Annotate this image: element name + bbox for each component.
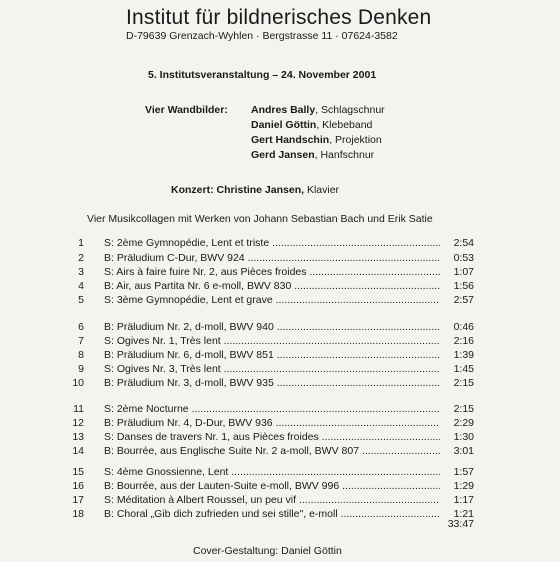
artist-material: , Projektion <box>329 134 382 146</box>
artist-material: , Schlagschnur <box>315 104 385 116</box>
track-row <box>0 466 560 479</box>
track-duration: 1:45 <box>440 363 474 375</box>
concert-instrument: Klavier <box>304 184 340 196</box>
track-title: B: Präludium Nr. 2, d-moll, BWV 940 ..... <box>104 321 449 333</box>
track-title: S: Méditation à Albert Roussel, un peu vif ..... <box>104 494 449 506</box>
track-title: B: Air, aus Partita Nr. 6 e-moll, BWV 830 ..... <box>104 280 449 292</box>
artist-entry <box>251 119 372 131</box>
track-duration: 2:57 <box>440 294 474 306</box>
track-number: 10 <box>72 377 84 389</box>
track-row <box>0 266 560 279</box>
artist-name: Gerd Jansen <box>251 149 315 161</box>
track-number: 4 <box>78 280 84 292</box>
track-number: 17 <box>72 494 84 506</box>
track-number: 15 <box>72 466 84 478</box>
program-subtitle: Vier Musikcollagen mit Werken von Johann Sebastian Bach und Erik Satie <box>87 213 433 225</box>
track-row <box>0 508 560 521</box>
track-duration: 2:29 <box>440 417 474 429</box>
artist-name: Andres Bally <box>251 104 316 116</box>
track-number: 11 <box>73 403 84 415</box>
track-row <box>0 321 560 334</box>
track-row <box>0 349 560 362</box>
track-duration: 1:17 <box>440 494 474 506</box>
track-duration: 2:15 <box>440 377 474 389</box>
concert-label: Konzert: Christine Jansen, <box>171 184 305 196</box>
track-number: 6 <box>78 321 84 333</box>
track-duration: 1:21 <box>440 508 474 520</box>
track-duration: 3:01 <box>440 445 474 457</box>
artist-entry <box>251 104 385 116</box>
track-row <box>0 363 560 376</box>
track-number: 12 <box>72 417 84 429</box>
track-title: B: Präludium Nr. 3, d-moll, BWV 935 ..... <box>104 377 449 389</box>
track-title: S: 4ème Gnossienne, Lent ..... <box>104 466 449 478</box>
track-title: B: Präludium C-Dur, BWV 924 ..... <box>104 252 449 264</box>
track-row <box>0 237 560 250</box>
track-number: 9 <box>78 363 84 375</box>
track-duration: 1:57 <box>440 466 474 478</box>
track-title: S: 3ème Gymnopédie, Lent et grave ..... <box>104 294 449 306</box>
track-duration: 1:30 <box>440 431 474 443</box>
total-duration: 33:47 <box>447 518 474 530</box>
track-duration: 2:54 <box>440 237 474 249</box>
track-number: 8 <box>78 349 84 361</box>
track-number: 5 <box>78 294 84 306</box>
track-row <box>0 431 560 444</box>
institute-address: D-79639 Grenzach-Wyhlen · Bergstrasse 11 · 07624-3582 <box>126 30 398 42</box>
artist-entry <box>251 134 382 146</box>
artist-material: , Hanfschnur <box>314 149 375 161</box>
artist-name: Daniel Göttin <box>251 119 317 131</box>
artist-name: Gert Handschin <box>251 134 330 146</box>
track-row <box>0 252 560 265</box>
track-row <box>0 480 560 493</box>
cover-credit: Cover-Gestaltung: Daniel Göttin <box>193 545 342 557</box>
artist-entry <box>251 149 374 161</box>
track-row <box>0 494 560 507</box>
wandbilder-label: Vier Wandbilder: <box>145 104 228 116</box>
track-number: 16 <box>72 480 84 492</box>
track-duration: 2:15 <box>440 403 474 415</box>
track-row <box>0 335 560 348</box>
track-duration: 2:16 <box>440 335 474 347</box>
track-title: S: Danses de travers Nr. 1, aus Pièces froides ..... <box>104 431 449 443</box>
track-row <box>0 403 560 416</box>
track-duration: 0:53 <box>440 252 474 264</box>
track-row <box>0 294 560 307</box>
track-title: B: Bourrée, aus der Lauten-Suite e-moll, BWV 996 ..... <box>104 480 449 492</box>
track-title: B: Präludium Nr. 4, D-Dur, BWV 936 ..... <box>104 417 449 429</box>
track-number: 13 <box>72 431 84 443</box>
track-row <box>0 445 560 458</box>
track-title: B: Präludium Nr. 6, d-moll, BWV 851 ..... <box>104 349 449 361</box>
track-row <box>0 377 560 390</box>
track-number: 14 <box>72 445 84 457</box>
track-duration: 0:46 <box>440 321 474 333</box>
track-duration: 1:29 <box>440 480 474 492</box>
track-number: 3 <box>78 266 84 278</box>
track-title: B: Bourrée, aus Englische Suite Nr. 2 a-moll, BWV 807 ..... <box>104 445 449 457</box>
track-number: 1 <box>78 237 84 249</box>
track-title: S: 2ème Nocturne ..... <box>104 403 449 415</box>
track-duration: 1:07 <box>440 266 474 278</box>
track-number: 7 <box>78 335 84 347</box>
track-title: S: Airs à faire fuire Nr. 2, aus Pièces froides ..... <box>104 266 449 278</box>
track-number: 2 <box>78 252 84 264</box>
track-duration: 1:39 <box>440 349 474 361</box>
track-title: S: 2ème Gymnopédie, Lent et triste ..... <box>104 237 449 249</box>
event-title: 5. Institutsveranstaltung – 24. November 2001 <box>148 69 377 81</box>
track-title: S: Ogives Nr. 3, Très lent ..... <box>104 363 449 375</box>
track-title: B: Choral „Gib dich zufrieden und sei stille", e-moll ..... <box>104 508 449 520</box>
institute-title: Institut für bildnerisches Denken <box>126 6 432 29</box>
concert-line <box>171 184 339 196</box>
track-number: 18 <box>72 508 84 520</box>
track-row <box>0 280 560 293</box>
track-duration: 1:56 <box>440 280 474 292</box>
track-title: S: Ogives Nr. 1, Très lent ..... <box>104 335 449 347</box>
track-row <box>0 417 560 430</box>
artist-material: , Klebeband <box>316 119 373 131</box>
